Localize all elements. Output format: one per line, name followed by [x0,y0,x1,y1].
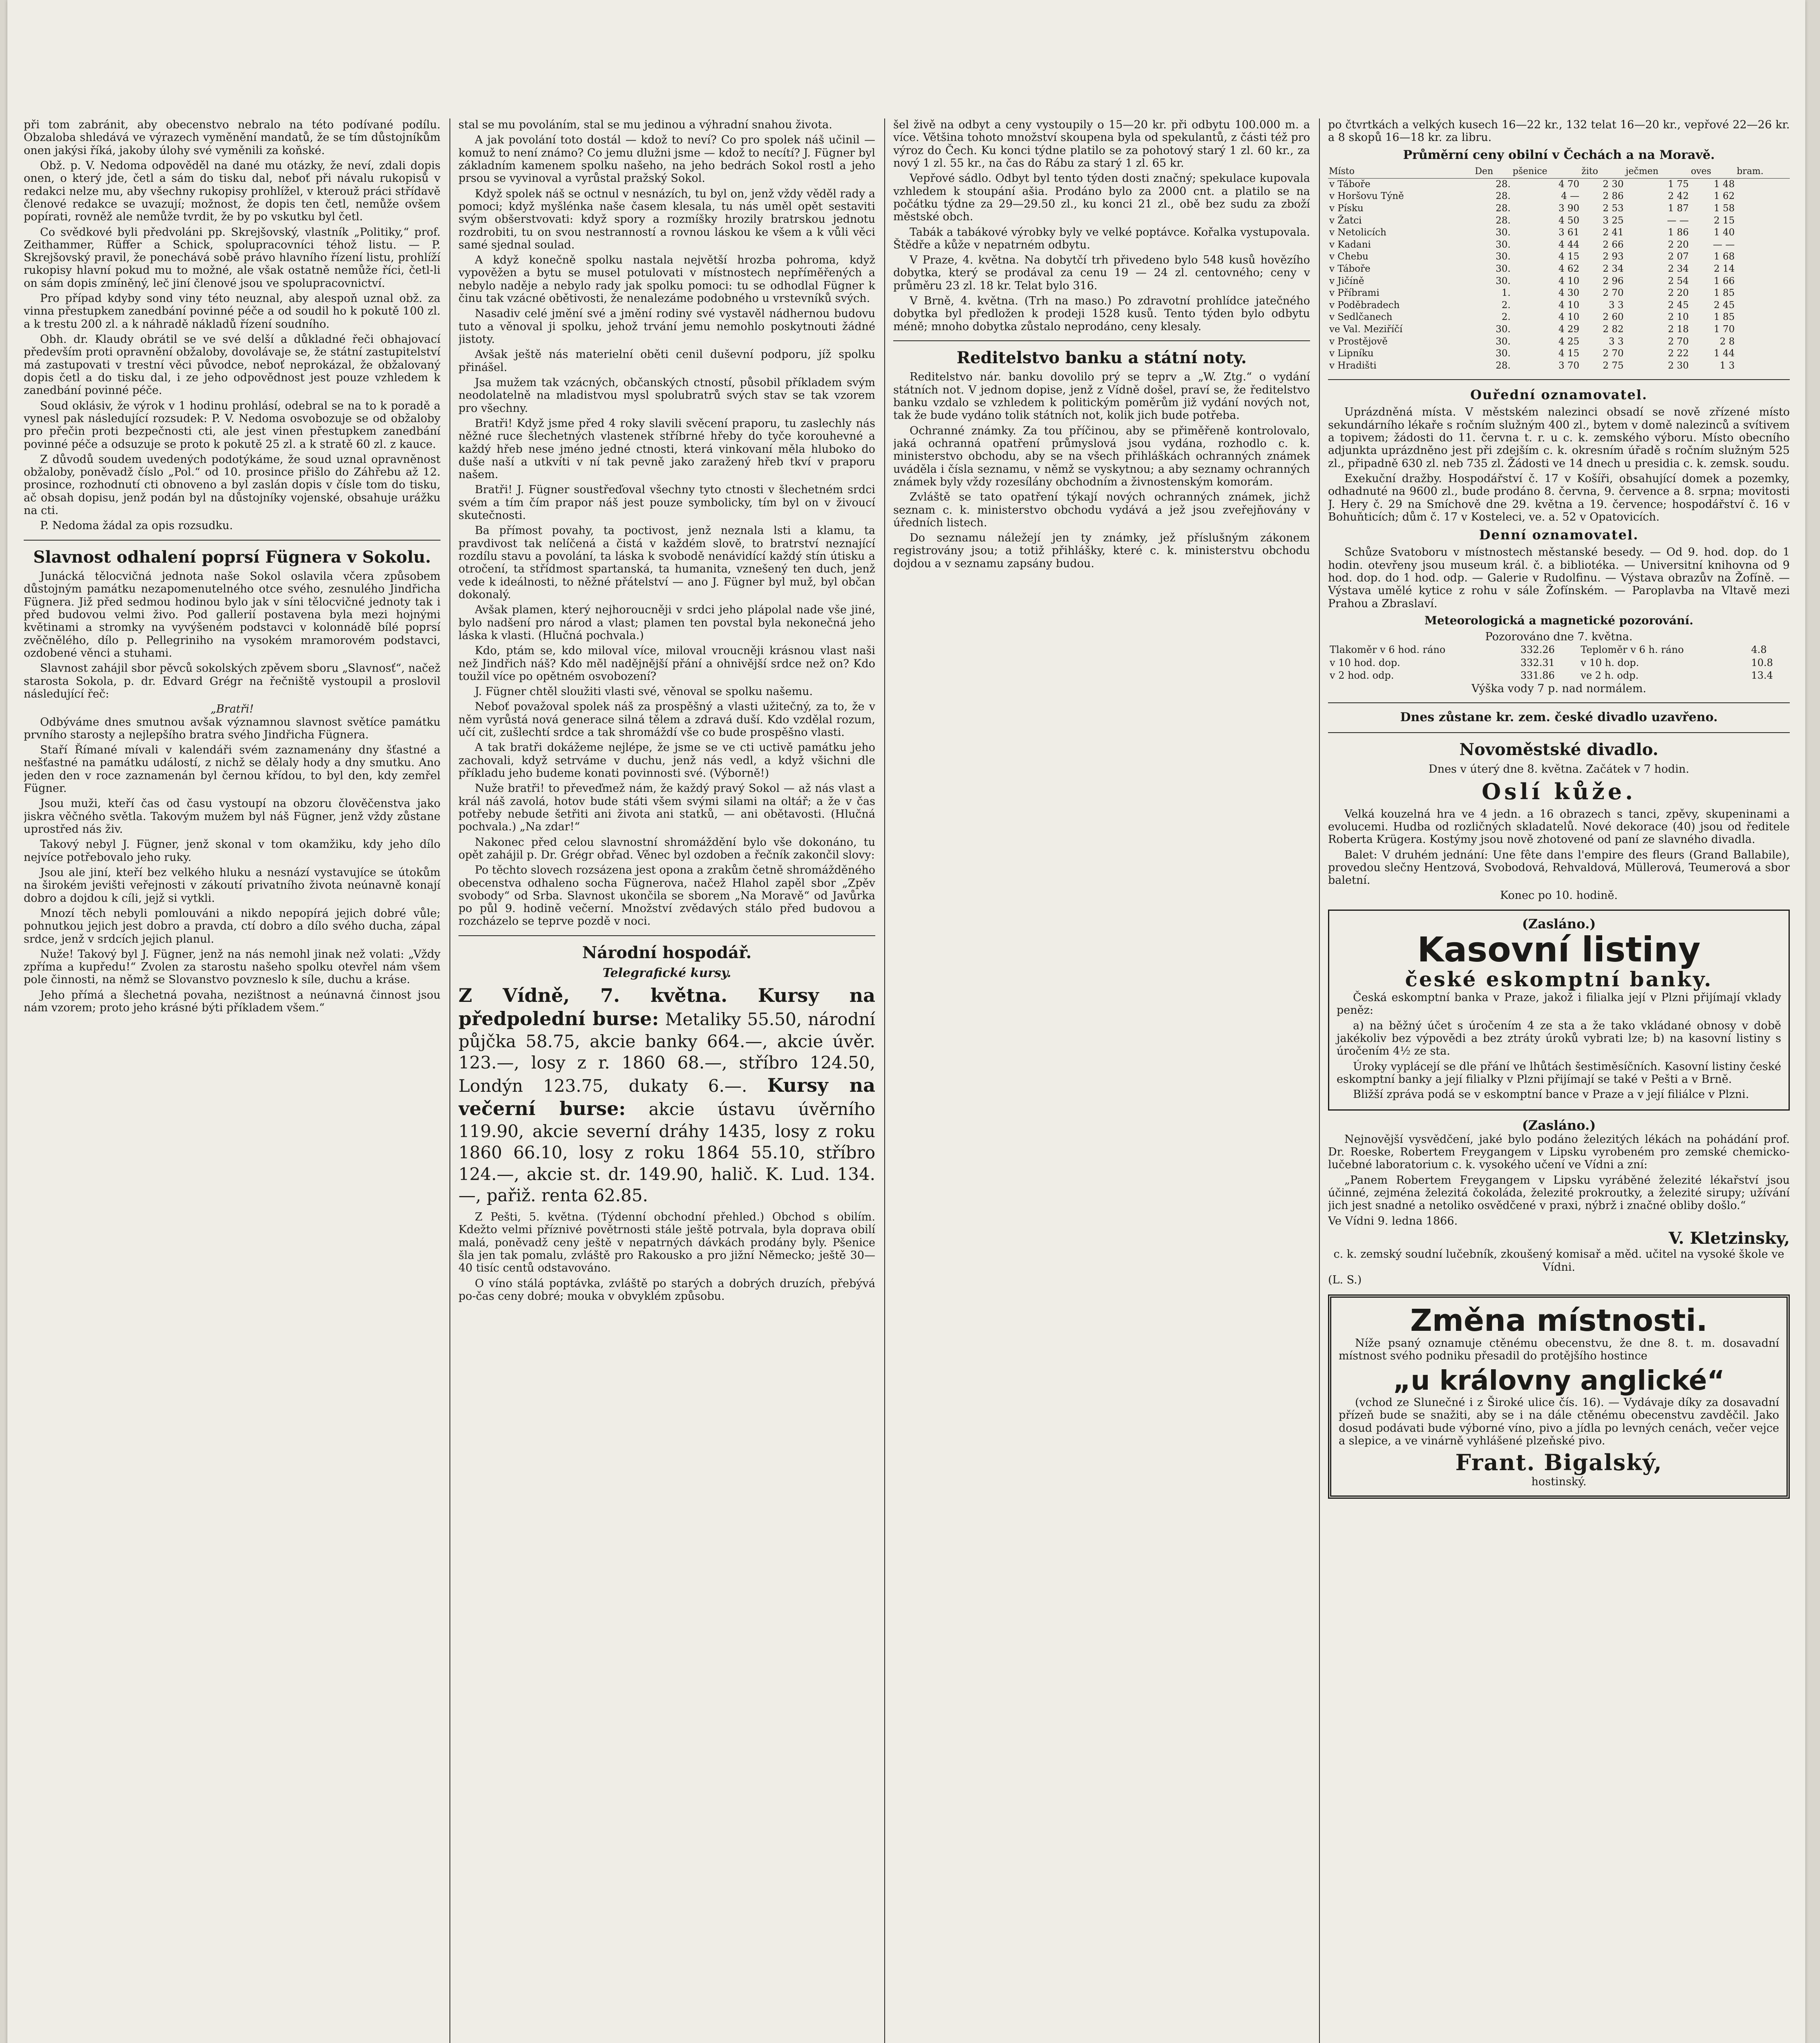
paragraph: Vepřové sádlo. Odbyt byl tento týden dosti značný; spekulace kupovala vzhledem k stoupání ašia. Prodáno bylo za 2000 cnt. a platilo se na počátku týdne za 29—29.50 zl., ku konci 21 zl., obě bez sudu za zboží městské obch. [893,172,1310,224]
divider [458,935,875,936]
table-cell: 2 07 [1668,251,1689,262]
table-row [1328,348,1790,360]
table-cell: 2 41 [1603,227,1624,238]
table-row [1328,324,1790,336]
column-header: Den [1474,165,1511,178]
column-2 [458,118,875,2043]
table-cell: v 10 h. dop. [1581,657,1639,668]
table-cell: 1 62 [1714,191,1735,202]
table-cell [1736,300,1790,312]
table-cell: 2 96 [1603,275,1624,286]
table-cell: 3 3 [1608,336,1624,347]
table-cell: 3 25 [1603,215,1624,226]
paragraph: Zvláště se tato opatření týkají nových ochranných známek, jichž seznam c. k. ministerstvo obchodu vydává a jež jsou zveřejňovány v úředních listech. [893,491,1310,529]
table-cell: 1 70 [1714,324,1735,335]
newspaper-page [7,0,1805,2043]
divider [893,340,1310,341]
table-cell: 2 34 [1603,263,1624,274]
paragraph: A tak bratři dokážeme nejlépe, že jsme se ve cti uctivě památku jeho zachovali, když setrváme v duchu, jenž nás vedl, a když všichni dle příkladu jeho budeme konati povinnosti své. (Výborně!) [458,741,875,780]
paragraph: stal se mu povoláním, stal se mu jedinou a výhradní snahou života. [458,118,832,131]
paragraph: Jeho přímá a šlechetná povaha, nezištnost a neúnavná činnost jsou nám vzorem; proto jeho krásné býti příkladem všem.“ [24,988,440,1015]
paragraph: Bratři! J. Fügner soustřeďoval všechny tyto ctnosti v šlechetném srdci svém a tím čím prapor náš jest pouze symbolicky, tím byl on v živoucí skutečnosti. [458,483,875,522]
table-row [1328,239,1790,251]
paragraph: Junácká tělocvičná jednota naše Sokol oslavila včera způsobem důstojným památku nezapomenutelného otce svého, zesnulého Jindřicha Fügnera. Již před sedmou hodinou bylo jak v síni tělocvičné jednoty tak i před budovou velmi živo. Pod gallerií postavena byla mezi hojnými květinami a stromky na vyvýšeném podstavci v kolonnádě bílé poprsí zvěčnělého, dílo p. Pellegriniho na vysokém mramorovém podstavci, ozdobené věnci a stuhami. [24,570,440,659]
theatre-end-time: Konec po 10. hodině. [1500,889,1618,902]
table-cell: 2 20 [1668,288,1689,299]
table-cell: 2 45 [1668,300,1689,311]
table-cell: 1 3 [1719,360,1735,371]
paragraph: V Brně, 4. května. (Trh na maso.) Po zdravotní prohlídce jatečného dobytka byl předložen k prodeji 1528 kusů. Tento týden bylo odbytu méně; mnoho dobytka zůstalo neprodáno, ceny klesaly. [893,295,1310,333]
table-cell [1736,336,1790,348]
table-cell: 2 14 [1714,263,1735,274]
paragraph: Co svědkové byli předvoláni pp. Skrejšovský, vlastník „Politiky,“ prof. Zeithammer, Rüffer a Schick, spolupracovníci téhož listu. — P. Skrejšovský pravil, že ponechává sobě právo hlavního řízení listu, prohlíží rukopisy hlavní pokud mu to možné, ale však ostatně nemůže říci, četl-li on sám dopis zmíněný, leč jiní členové jsou ve spolupracovnictví. [24,226,440,290]
table-cell: 1 85 [1714,312,1735,323]
table-cell-place: v Jičíně [1329,275,1364,286]
table-cell: 30. [1496,348,1511,359]
table-cell: 1 86 [1668,227,1689,238]
column-rule [884,118,885,2043]
advert-title: Kasovní listiny [1417,929,1701,970]
meteo-table [1328,644,1790,682]
relocation-advert [1328,1294,1790,1499]
table-cell: 4 30 [1558,288,1580,299]
table-cell: 28. [1496,191,1511,202]
table-cell: 2 45 [1714,300,1735,311]
column-1 [24,118,440,2043]
table-cell: v 2 hod. odp. [1330,670,1394,682]
table-cell: 332.26 [1520,644,1555,655]
paragraph: Schůze Svatoboru v místnostech městanské besedy. — Od 9. hod. dop. do 1 hodin. otevřeny jsou museum král. č. a bibliotéka. — Universitní knihovna od 9 hod. dop. do 1 hod. odp. — Galerie v Rudolfinu. — Výstava obrazův na Žofíně. — Výstava umělé kytice z rohu v sále Žofínském. — Paroplavba na Vltavě mezi Prahou a Zbraslaví. [1328,546,1790,610]
paragraph: Když spolek náš se octnul v nesnázích, tu byl on, jenž vždy věděl rady a pomoci; když myšlénka naše časem klesala, tu nás uměl opět sestaviti svým obšerstvovati: když spory a rozmíšky hrozily bratrskou jednotu rozdrobiti, tu on svou nestranností a rovnou láskou ke všem a k vůli věci samé sjednal soulad. [458,187,875,251]
table-cell: Tlakoměr v 6 hod. ráno [1330,644,1446,655]
table-cell: 2 70 [1603,348,1624,359]
table-cell: 2 8 [1719,336,1735,347]
table-cell: 2 42 [1668,191,1689,202]
paragraph: Staří Římané mívali v kalendáři svém zaznamenány dny šťastné a nešťastné na památku událostí, z nichž se dělaly hody a dny smutku. Ano jeden den v roce zaznamenán byl černou křídou, to byl den, kdy zemřel Fügner. [24,744,440,795]
table-cell: 1. [1501,288,1511,299]
table-cell: 4 10 [1558,300,1580,311]
table-cell: 4 29 [1558,324,1580,335]
table-cell: 1 58 [1714,203,1735,214]
table-cell: 4 44 [1558,239,1580,250]
paragraph: Ochranné známky. Za tou příčinou, aby se přiměřeně kontrolovalo, jaká ochranná opatření průmyslová jsou vydána, rozhodlo c. k. ministerstvo obchodu, aby se na všech přihláškách ochranných známek uváděla i čísla seznamu, v němž se vyskytnou; a aby seznamy ochranných známek byly vždy rozesílány obchodním a živnostenským komorám. [893,424,1310,488]
table-row [1328,227,1790,239]
table-row [1328,644,1790,657]
table-cell-place: v Netolicích [1329,227,1386,238]
table-cell: 2 10 [1668,312,1689,323]
table-cell: v 10 hod. dop. [1330,657,1400,668]
play-title: Oslí kůže. [1482,778,1636,805]
water-level: Výška vody 7 p. nad normálem. [1471,682,1646,695]
column-header: Místo [1328,165,1474,178]
table-cell [1736,203,1790,215]
paragraph: Velká kouzelná hra ve 4 jedn. a 16 obrazech s tanci, zpěvy, skupeninami a evolucemi. Hudba od rozličných skladatelů. Nové dekorace (40) jsou od ředitele Roberta Krügera. Kostýmy jsou nově zhotovené od paní ze slavného divadla. [1328,807,1790,846]
table-cell: 2 70 [1668,336,1689,347]
table-cell: Teploměr v 6 h. ráno [1581,644,1684,655]
paragraph: šel živě na odbyt a ceny vystoupily o 15—20 kr. při odbytu 100.000 m. a více. Většina tohoto množství skoupena byla od spekulantů, z části též pro výroz do Čech. Ku konci týdne platilo se za pohotový starý 1 zl. 60 kr., za nový 1 zl. 55 kr., na čas do Rábu za starý 1 zl. 65 kr. [893,118,1310,170]
paragraph: Bližší zpráva podá se v eskomptní bance v Praze a v její filiálce v Plzni. [1353,1088,1749,1101]
section-subheadline: Telegrafické kursy. [602,966,731,981]
table-row [1328,336,1790,348]
paragraph: Z důvodů soudem uvedených podotýkáme, že soud uznal opravněnost obžaloby, poněvadž číslo „Pol.“ od 10. prosince přišlo do Záhřebu až 12. prosince, rozhodnutí cti obnoveno a byl zaslán dopis v čísle tom do tisku, ač obsah dopisu, jenž podán byl na důstojníky vojenské, obsahuje urážku na cti. [24,453,440,517]
column-4 [1328,118,1790,2043]
table-cell [1736,215,1790,227]
table-cell [1736,227,1790,239]
grain-prices-title: Průměrní ceny obilní v Čechách a na Moravě. [1403,148,1715,162]
table-cell [1736,360,1790,372]
table-cell: 30. [1496,251,1511,262]
table-cell: 4 50 [1558,215,1580,226]
column-rule [1319,118,1320,2043]
table-cell [1736,324,1790,336]
paragraph: Do seznamu náležejí jen ty známky, jež příslušným zákonem registrovány jsou; a totiž přihlášky, které c. k. ministerstvu obchodu dojdou a v seznamu zapsány budou. [893,532,1310,570]
table-cell: 30. [1496,324,1511,335]
divider [1328,379,1790,380]
paragraph: Nakonec před celou slavnostní shromáždění bylo vše dokonáno, tu opět zahájil p. Dr. Grégr obřad. Věnec byl ozdoben a řečník zakončil slovy: [458,836,875,861]
paragraph: Nuže! Takový byl J. Fügner, jenž na nás nemohl jinak než volati: „Vždy zpříma a kupředu!“ Zvolen za starostu našeho spolku otevřel nám všem pole činnosti, na němž se Slovanstvo povzneslo k síle, duchu a kráse. [24,948,440,986]
quotes-values: akcie ústavu úvěrního 119.90, akcie severní dráhy 1435, losy z roku 1860 66.10, losy z roku 1864 55.10, stříbro 124.—, akcie st. dr. 149.90, halič. K. Lud. 134.—, pařiž. renta 62.85. [458,1099,875,1206]
table-cell [1736,348,1790,360]
table-row [1328,215,1790,227]
table-row [1328,190,1790,203]
table-cell: 2 30 [1668,360,1689,371]
table-cell: 2 70 [1603,288,1624,299]
theatre-headline: Novoměstské divadlo. [1459,740,1659,760]
table-cell: 331.86 [1520,670,1555,682]
quotes-values: Metaliky 55.50, národní půjčka 58.75, akcie banky 664.—, akcie úvěr. 123.—, losy z r. 1860 68.—, stříbro 124.50, Londýn 123.75, dukaty 6.—. [458,1009,875,1096]
paragraph: Odbýváme dnes smutnou avšak významnou slavnost světíce památku prvního starosty a nejlepšího bratra svého Jindřicha Fügnera. [24,715,440,741]
theatre-date: Dnes v úterý dne 8. května. Začátek v 7 hodin. [1429,762,1689,776]
table-cell: — — [1667,215,1689,226]
table-cell: 2. [1501,312,1511,323]
table-cell: 3 70 [1558,360,1580,371]
table-cell-place: v Táboře [1329,179,1371,190]
advert-title: Změna místnosti. [1410,1303,1708,1339]
column-3 [893,118,1310,2043]
table-cell-place: ve Val. Meziříčí [1329,324,1403,335]
table-cell: 2 15 [1714,215,1735,226]
paragraph: Nasadiv celé jmění své a jmění rodiny své vystavěl nádhernou budovu tuto a věnoval ji spolku, jehož trvání jemu nemohlo poskytnouti žádné jistoty. [458,307,875,346]
table-cell [1736,190,1790,203]
paragraph: Pro případ kdyby sond viny této neuznal, aby alespoň uznal obž. za vinna přestupkem zanedbání povinné péče a od soudil ho k pokutě 100 zl. a k trestu 200 zl. a k náhradě nákladů řízení soudního. [24,292,440,331]
table-cell: — — [1713,239,1735,250]
signature-title: c. k. zemský soudní lučebník, zkoušený komisař a měd. učitel na vysoké škole ve Vídni. [1333,1248,1784,1274]
table-row [1328,360,1790,372]
table-cell: 30. [1496,336,1511,347]
table-cell: 1 40 [1714,227,1735,238]
section-headline: Meteorologická a magnetické pozorování. [1424,613,1693,627]
table-cell: 4 15 [1558,251,1580,262]
paragraph: V Praze, 4. května. Na dobytčí trh přivedeno bylo 548 kusů hovězího dobytka, který se prodával za cenu 19 — 24 zl. centovného; ceny v průměru 23 zl. 18 kr. Telat bylo 316. [893,254,1310,292]
paragraph: Česká eskomptní banka v Praze, jakož i filialka její v Plzni přijímají vklady peněz: [1337,991,1781,1017]
table-cell: 2 93 [1603,251,1624,262]
paragraph: Neboť považoval spolek náš za prospěšný a vlasti užitečný, za to, že v něm vyrůstá nová generace silná tělem a zdravá duší. Kdo vzdělal rozum, učí cit, zušlechtí srdce a tak shromáždí vše co bude prospěšno vlasti. [458,700,875,739]
advert-label: (Zasláno.) [1522,1117,1596,1133]
divider [1328,732,1790,733]
paragraph: Nuže bratři! to převeďmež nám, že každý pravý Sokol — až nás vlast a král náš zavolá, hotov bude státi všem svými silami na oltář; a že v čas potřeby nebude šetřiti ani života ani statků, — ani obětavosti. (Hlučná pochvala.) „Na zdar!“ [458,782,875,834]
paragraph: Jsou ale jiní, kteří bez velkého hluku a nesnází vystavujíce se útokům na širokém jevišti veřejnosti v zákoutí privatního života neúnavně konají dobro a dojdou k cíli, jejž si vytkli. [24,866,440,905]
table-cell-place: v Prostějově [1329,336,1388,347]
section-headline: Ouřední oznamovatel. [1470,387,1648,403]
paragraph: Kdo, ptám se, kdo miloval více, miloval vroucněji krásnou vlast naši než Jindřich náš? Kdo měl nadějnější přání a ohnivější srdce než on? Kdo toužil více po opětném osvobození? [458,644,875,683]
table-cell-place: v Příbrami [1329,288,1380,299]
table-cell: 30. [1496,275,1511,286]
table-cell-place: v Horšovu Týně [1329,191,1404,202]
paragraph: Soud oklásiv, že výrok v 1 hodinu prohlásí, odebral se na to k poradě a vynesl pak následující rozsudek: P. V. Nedoma osvobozuje se od obžaloby pro přečin proti bezpečnosti cti, ale jest vinen přestupkem zanedbání povinné péče a odsuzuje se proto k pokutě 25 zl. a k stratě 60 zl. z kauce. [24,399,440,451]
table-cell-place: v Písku [1329,203,1364,214]
table-row [1328,275,1790,288]
seal-mark: (L. S.) [1328,1273,1362,1286]
table-cell: 4 70 [1558,179,1580,190]
paragraph: Mnozí těch nebyli pomlouváni a nikdo nepopírá jejich dobré vůle; pohnutkou jejich jest dobro a pravda, ctí dobro a dílo svého ducha, zápal srdce, jenž v srdcích jejich planul. [24,907,440,946]
column-header: bram. [1736,165,1790,178]
paragraph: Uprázdněná místa. V městském nalezinci obsadí se nově zřízené místo sekundárního lékaře s ročním služným 400 zl., bytem v domě nalezinců a svítivem a topivem; žádosti do 11. června t. r. u c. k. zemského výboru. Místo obecního adjunkta uprázdněno jest při zdejším c. k. okresním úřadě s ročním služným 525 zl., připadně 630 zl. neb 735 zl. Žádosti ve 14 dnech u presidia c. k. zemsk. soudu. [1328,406,1790,470]
table-cell: 28. [1496,360,1511,371]
table-cell: 2 86 [1603,191,1624,202]
paragraph: Úroky vyplácejí se dle přání ve lhůtách šestiměsíčních. Kasovní listiny české eskomptní banky a její filialky v Plzni přijímají se také v Pešti a v Brně. [1337,1060,1781,1086]
paragraph: Exekuční dražby. Hospodářství č. 17 v Košíři, obsahující domek a pozemky, odhadnuté na 9600 zl., bude prodáno 8. června, 9. července a 8. srpna; movitosti J. Hery č. 29 na Smíchově dne 29. května a 19. července; hospodářství č. 16 v Bohuňticích; dům č. 17 v Kosteleci, ve. a. 52 v Opatovicích. [1328,472,1790,523]
paragraph: Obž. p. V. Nedoma odpověděl na dané mu otázky, že neví, zdali dopis onen, o který jde, četl a sám do tisku dal, neboť při návalu rukopisů v redakci nelze mu, aby všechny rukopisy prohlížel, v kterouž práci střídavě členové redakce se uvazují; možnost, že dopis ten četl, nemůže ovšem popírati, rovněž ale nemůže tvrdit, že by po vskutku byl četl. [24,159,440,224]
paragraph: O víno stálá poptávka, zvláště po starých a dobrých druzích, přebývá po-čas ceny dobré; mouka v obvyklém způsobu. [458,1277,875,1303]
paragraph: Níže psaný oznamuje ctěnému obecenstvu, že dne 8. t. m. dosavadní místnost svého podniku přesadil do protějšího hostince [1339,1337,1779,1363]
paragraph: při tom zabránit, aby obecenstvo nebralo na této podívané podílu. Obzaloba shledává ve výrazech vyměnění mandatů, že se tím důstojníkům onen jakýsi říká, jakoby úlohy své vyměnili za koňské. [24,118,440,157]
advertiser-name: Frant. Bigalský, [1455,1449,1663,1476]
table-cell [1736,275,1790,288]
table-cell: 2 18 [1668,324,1689,335]
speech-opening: „Bratři! [210,703,254,716]
table-cell [1736,287,1790,300]
paragraph: Ba přímost povahy, ta poctivost, jenž neznala lsti a klamu, ta pravdivost tak nelíčená a čistá v každém slově, to bratrství neznající rozdílu stavu a povolání, ta láska k svobodě nenávidící každý stín útisku a otročení, ta střídmost spartanská, ta humanita, vznešený ten duch, jenž vede k ideálnosti, to něžné přátelství — ano J. Fügner byl muž, byl občan dokonalý. [458,524,875,601]
meteo-subtitle: Pozorováno dne 7. května. [1485,630,1633,644]
table-row [1328,311,1790,324]
column-header: žito [1581,165,1625,178]
advert-subtitle: české eskomptní banky. [1405,967,1713,992]
advert-label: (Zasláno.) [1522,916,1596,932]
paragraph: a) na běžný účet s úročením 4 ze sta a že tako vkládané obnosy v době jakékoliv bez výpovědi a bez ztráty úroků vybrati lze; b) na kasovní listiny s úročením 4½ ze sta. [1337,1019,1781,1058]
place-date: Ve Vídni 9. ledna 1866. [1328,1214,1458,1227]
table-cell: 4 62 [1558,263,1580,274]
paragraph: Jsou muži, kteří čas od času vystoupí na obzoru člověčenstva jako jiskra věčného světla. Takovým mužem byl náš Fügner, jenž vždy zůstane uprostřed nás živ. [24,797,440,836]
table-cell: 2 66 [1603,239,1624,250]
table-cell: 2 34 [1668,263,1689,274]
table-cell: 4 — [1561,191,1580,202]
table-cell [1736,263,1790,275]
table-cell [1736,178,1790,190]
table-row [1328,251,1790,263]
divider [24,540,440,541]
table-cell-place: v Táboře [1329,263,1371,274]
table-cell: 28. [1496,203,1511,214]
table-cell: ve 2 h. odp. [1581,670,1639,682]
table-cell: 13.4 [1751,670,1773,682]
table-cell-place: v Žatci [1329,215,1362,226]
table-cell: 2 20 [1668,239,1689,250]
paragraph: Obh. dr. Klaudy obrátil se ve své delší a důkladné řeči obhajovací především proti opravnění obžaloby, dovolávaje se, že státní zastupitelství má zastupovati v trestní věci původce, neboť neprokázal, že obžalovaný dopis četl a do tisku dal, i ze jeho odpovědnost jest pouze vzhledem k zanedbání povinné péče. [24,333,440,397]
advertiser-role: hostinský. [1531,1475,1587,1488]
paragraph: Bratři! Když jsme před 4 roky slavili svěcení praporu, tu zaslechly nás něžné ruce šlechetných vlastenek stříbrné hřeby do tyče korouhevné a každý hřeb nese jméno jedné ctnosti, která vinkovaní měla hluboko do duše naší a utkvíti v ní tak pevně jako zaražený hřeb tkví v praporu našem. [458,417,875,481]
table-cell: 2. [1501,300,1511,311]
paragraph: Takový nebyl J. Fügner, jenž skonal v tom okamžiku, kdy jeho dílo nejvíce potřebovalo jeho ruky. [24,838,440,864]
table-cell: 1 48 [1714,179,1735,190]
divider [1328,702,1790,703]
paragraph: Avšak plamen, který nejhoroucněji v srdci jeho plápolal nade vše jiné, bylo nadšení pro národ a vlast; plamen ten povstal byla nekonečná jeho láska k vlasti. (Hlučná pochvala.) [458,604,875,642]
paragraph: Z Pešti, 5. května. (Týdenní obchodní přehled.) Obchod s obilím. Kdežto velmi příznivé povětrnosti stále ještě potrvala, byla doprava obilí malá, poněvadž ceny ještě v nepatrných dávkách prodány byly. Pšenice šla jen tak pomalu, zvláště pro Rakousko a pro jižní Německo; ještě 30—40 tisíc centů odstavováno. [458,1210,875,1275]
table-cell: 28. [1496,179,1511,190]
paragraph: P. Nedoma žádal za opis rozsudku. [40,519,233,532]
table-cell: 2 22 [1668,348,1689,359]
table-cell: 30. [1496,227,1511,238]
table-cell: 4 10 [1558,312,1580,323]
table-cell: 30. [1496,239,1511,250]
table-cell: 4 15 [1558,348,1580,359]
table-cell: 1 85 [1714,288,1735,299]
table-cell: 4.8 [1751,644,1767,655]
paragraph: po čtvrtkách a velkých kusech 16—22 kr., 132 telat 16—20 kr., vepřové 22—26 kr. a 8 skopů 16—18 kr. za libru. [1328,118,1790,144]
bank-advert [1328,910,1790,1111]
paragraph: Tabák a tabákové výrobky byly ve velké poptávce. Kořalka vystupovala. Štědře a kůže v nepatrném odbytu. [893,226,1310,251]
column-rule [449,118,450,2043]
table-cell: 2 53 [1603,203,1624,214]
paragraph: (vchod ze Slunečné i z Široké ulice čís. 16). — Vydávaje díky za dosavadní přízeň bude se snažiti, aby se i na dále ctěnému obecenstvu zavděčil. Jako dosud podávati bude výborné víno, pivo a jídla po levných cenách, večer vejce a slepice, a ve vinárně vyhlášené plzeňské pivo. [1339,1396,1779,1448]
table-cell [1736,251,1790,263]
paragraph: J. Fügner chtěl sloužiti vlasti své, věnoval se spolku našemu. [475,685,813,698]
table-cell-place: v Lipníku [1329,348,1374,359]
paragraph: Reditelstvo nár. banku dovolilo prý se teprv a „W. Ztg.“ o vydání státních not. V jednom dopise, jenž z Vídně došel, praví se, že ředitelstvo banku vzdalo se vzhledem k politickým poměrům již vydání nových not, tak že bude vydáno tolik státních not, kolik jich bude potřeba. [893,371,1310,422]
table-cell: 28. [1496,215,1511,226]
table-row [1328,669,1790,682]
table-cell: 3 90 [1558,203,1580,214]
article-headline: Slavnost odhalení poprsí Fügnera v Sokolu. [33,547,431,567]
table-cell [1736,311,1790,324]
table-row [1328,203,1790,215]
table-cell: 2 82 [1603,324,1624,335]
table-cell: 1 44 [1714,348,1735,359]
quotes-heading: Z Vídně, 7. května. Kursy na předpolední burse: [458,984,875,1030]
table-cell: 1 66 [1714,275,1735,286]
table-cell-place: v Sedlčanech [1329,312,1393,323]
stock-quotes [458,984,875,1207]
table-row [1328,263,1790,275]
table-cell: 332.31 [1520,657,1555,668]
paragraph: Balet: V druhém jednání: Une fête dans l'empire des fleurs (Grand Ballabile), provedou slečny Hentzová, Svobodová, Rehvaldová, Müllerová, Teumerová a sbor baletní. [1328,848,1790,887]
table-cell-place: v Poděbradech [1329,300,1400,311]
table-cell: 4 25 [1558,336,1580,347]
table-row [1328,287,1790,300]
grain-prices-body [1328,178,1790,372]
section-headline: Denní oznamovatel. [1479,527,1639,543]
table-cell: 1 75 [1668,179,1689,190]
table-cell: 4 10 [1558,275,1580,286]
table-cell: 2 60 [1603,312,1624,323]
article-headline: Reditelstvo banku a státní noty. [957,348,1247,367]
signature-name: V. Kletzinsky, [1668,1228,1790,1248]
grain-prices-table [1328,165,1790,372]
table-cell: 1 87 [1668,203,1689,214]
table-cell: 2 75 [1603,360,1624,371]
column-header: pšenice [1512,165,1581,178]
table-cell: 3 61 [1558,227,1580,238]
table-cell: 1 68 [1714,251,1735,262]
column-header: ječmen [1625,165,1690,178]
paragraph: Jsa mužem tak vzácných, občanských ctností, působil příkladem svým neodolatelně na mladistvou mysl spolubratrů svých stav se tak vzorem pro všechny. [458,376,875,415]
section-headline: Národní hospodář. [582,943,752,962]
paragraph: A jak povolání toto dostál — kdož to neví? Co pro spolek náš učinil — komuž to není známo? Co jemu dlužni jsme — kdož to necítí? J. Fügner byl základním kamenem spolku našeho, na jeho bedrách Sokol rostl a jeho prsou se vyvinoval a vyrůstal pražský Sokol. [458,134,875,185]
column-header: oves [1690,165,1736,178]
paragraph: Nejnovější vysvědčení, jaké bylo podáno železitých lékách na pohádání prof. Dr. Roeske, Robertem Freygangem v Lipsku vyrobeném pro zemské chemicko-lučebné laboratorium c. k. vysokého učení ve Vídni a zní: [1328,1133,1790,1171]
theatre-notice: Dnes zůstane kr. zem. české divadlo uzavřeno. [1400,710,1718,725]
paragraph: „Panem Robertem Freygangem v Lipsku vyráběné železité lékařství jsou účinné, zejména železitá čokoláda, železité prokroutky, a železité sirupy; užívání jich jest snadné a netoliko osvědčené v praxi, nýbrž i značné obliby došlo.“ [1328,1173,1790,1212]
table-cell: 2 54 [1668,275,1689,286]
table-cell [1736,239,1790,251]
table-cell-place: v Chebu [1329,251,1368,262]
quotes-heading: Kursy na večerní burse: [458,1074,875,1120]
paragraph: Slavnost zahájil sbor pěvců sokolských zpěvem sboru „Slavnosť“, načež starosta Sokola, p. dr. Edvard Grégr na řečniště vystoupil a proslovil následující řeč: [24,662,440,700]
paragraph: Avšak ještě nás materielní oběti cenil duševní podporu, jíž spolku přinášel. [458,348,875,374]
table-cell: 2 30 [1603,179,1624,190]
table-cell: 30. [1496,263,1511,274]
table-row [1328,300,1790,312]
table-cell: 3 3 [1608,300,1624,311]
table-row [1328,657,1790,670]
meteo-body [1328,644,1790,682]
table-header-row [1328,165,1790,178]
table-cell: 10.8 [1751,657,1773,668]
paragraph: A když konečně spolku nastala největší hrozba pohroma, když vypověžen a bytu se musel potulovati v místnostech nepříměřených a nebylo naděje a nebylo rady jak spolku pomoci: tu se odhodlal Fügner k činu tak vzácné obětivosti, že nenalezáme podobného u vrstevníků svých. [458,254,875,305]
table-row [1328,178,1790,190]
table-cell-place: v Kadani [1329,239,1371,250]
table-cell-place: v Hradišti [1329,360,1377,371]
hotel-name: „u královny anglické“ [1393,1364,1725,1396]
paragraph: Po těchto slovech rozsázena jest opona a zrakům četně shromážděného obecenstva odhaleno socha Fügnerova, načež Hlahol zapěl sbor „Zpěv svobody“ od Srba. Slavnost ukončila se sborem „Na Moravě“ od Javůrka po půl 9. hodině večerní. Množství zvědavých stálo před budovou a rozcházelo se teprve pozdě v noci. [458,864,875,928]
